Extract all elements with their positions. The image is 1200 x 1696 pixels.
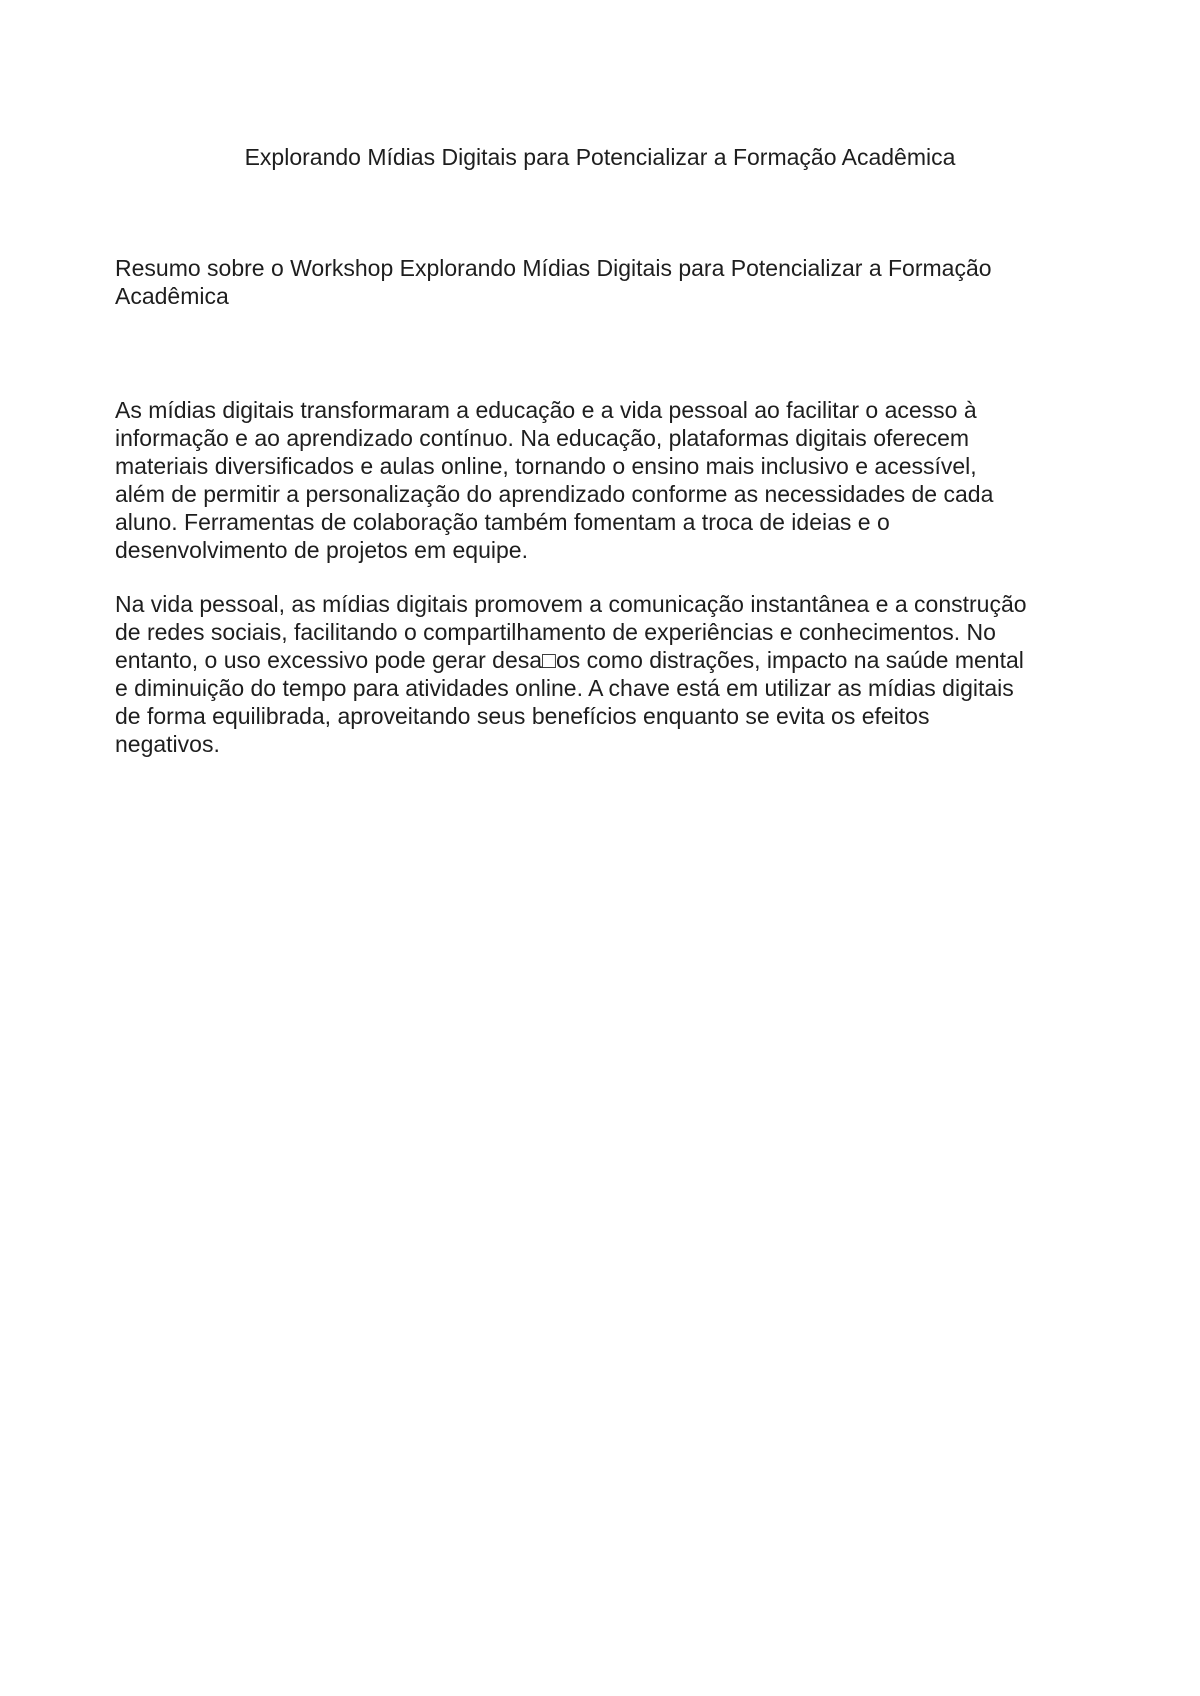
body-paragraph: Na vida pessoal, as mídias digitais promovem a comunicação instantânea e a construção de redes sociais, facilitando o compartilhamento de experiências e conhecimentos. No entanto, o uso excessivo pode gerar desa□os como distrações, impacto na saúde mental e diminuição do tempo para atividades online. A chave está em utilizar as mídias digitais de forma equilibrada, aproveitando seus benefícios enquanto se evita os efeitos negativos. [115, 591, 1027, 757]
document-subtitle: Resumo sobre o Workshop Explorando Mídias Digitais para Potencializar a Formação Acadêmica [115, 255, 992, 309]
document-title: Explorando Mídias Digitais para Potencializar a Formação Acadêmica [244, 144, 956, 170]
document-body [115, 396, 1095, 784]
body-paragraph: As mídias digitais transformaram a educação e a vida pessoal ao facilitar o acesso à informação e ao aprendizado contínuo. Na educação, plataformas digitais oferecem materiais diversificados e aulas online, tornando o ensino mais inclusivo e acessível, além de permitir a personalização do aprendizado conforme as necessidades de cada aluno. Ferramentas de colaboração também fomentam a troca de ideias e o desenvolvimento de projetos em equipe. [115, 397, 994, 563]
